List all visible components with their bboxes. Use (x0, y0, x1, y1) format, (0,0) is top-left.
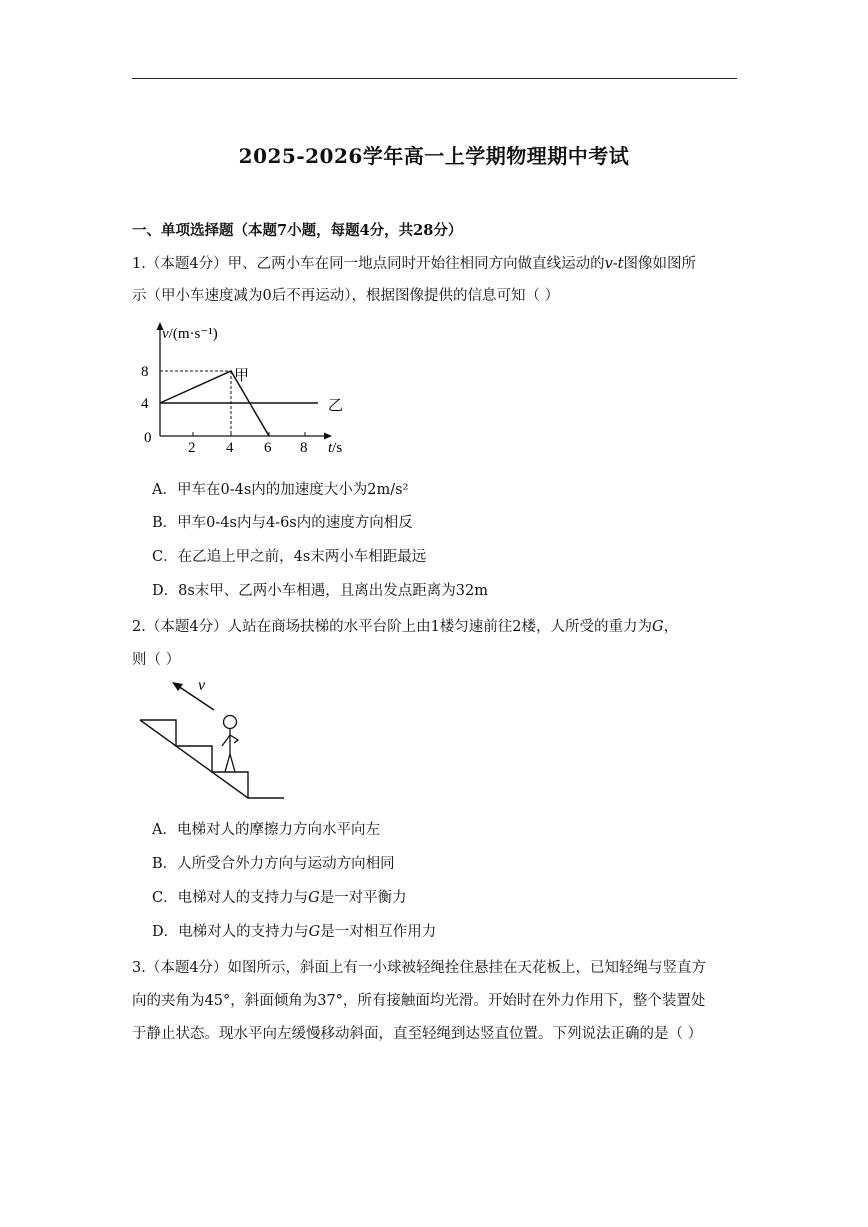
q1-option-c: C．在乙追上甲之前，4s末两小车相距最远 (152, 549, 427, 565)
section-heading: 一、单项选择题（本题7小题，每题4分，共28分） (132, 222, 463, 239)
person-leg-left (225, 754, 230, 772)
escalator-figure (136, 672, 288, 804)
header-rule (132, 78, 737, 79)
q3-line-3: 于静止状态。现水平向左缓慢移动斜面，直至轻绳到达竖直位置。下列说法正确的是（ ） (132, 1026, 703, 1042)
q1-text: 甲、乙两小车在同一地点同时开始往相同方向做直线运动的 (227, 256, 605, 272)
q1-line-1 (132, 252, 696, 273)
person-arm-left (222, 735, 230, 746)
q2-option-a: A．电梯对人的摩擦力方向水平向左 (152, 822, 380, 838)
t-axis-label: t/s (328, 440, 343, 456)
velocity-arrow (178, 686, 214, 710)
xtick-8: 8 (300, 440, 308, 456)
stair-steps (140, 720, 284, 798)
xtick-6: 6 (264, 440, 272, 456)
v-axis-label: v/(m·s⁻¹) (162, 326, 218, 342)
person-leg-right (230, 754, 235, 772)
q2-score-tag: （本题4分） (145, 619, 228, 635)
q2-option-c-G: G (308, 890, 320, 906)
q2-option-c-end: 是一对平衡力 (319, 890, 407, 906)
q2-option-d-end: 是一对相互作用力 (320, 924, 437, 940)
velocity-label: v (198, 677, 206, 694)
q1-option-a: A．甲车在0-4s内的加速度大小为2m/s² (152, 482, 409, 498)
xtick-4: 4 (226, 440, 234, 456)
velocity-arrowhead (172, 682, 183, 691)
q2-option-b: B．人所受合外力方向与运动方向相同 (152, 856, 395, 872)
page-title: 2025-2026学年高一上学期物理期中考试 (238, 144, 630, 168)
t-axis-arrow (324, 433, 332, 440)
origin-label: 0 (144, 430, 152, 446)
person-arm-right (230, 735, 238, 743)
q1-line-2: 示（甲小车速度减为0后不再运动），根据图像提供的信息可知（ ） (132, 288, 560, 304)
q1-option-d: D．8s末甲、乙两小车相遇，且离出发点距离为32m (152, 583, 488, 599)
ytick-8: 8 (141, 364, 149, 380)
q1-vt: v-t (604, 256, 624, 272)
person-head (224, 716, 237, 729)
q1-number: 1. (132, 256, 146, 272)
q1-text-end: 图像如图所 (623, 256, 696, 272)
q1-option-b: B．甲车0-4s内与4-6s内的速度方向相反 (152, 515, 413, 531)
vt-graph (138, 318, 358, 460)
q2-option-c-text: C．电梯对人的支持力与 (152, 890, 309, 906)
q2-option-c (152, 886, 407, 907)
q2-line-2: 则（ ） (132, 652, 181, 668)
q2-option-d (152, 920, 436, 941)
xtick-2: 2 (188, 440, 196, 456)
q2-option-d-G: G (308, 924, 321, 940)
q2-comma: ， (663, 619, 679, 635)
q2-text: 人站在商场扶梯的水平台阶上由1楼匀速前往2楼，人所受的重力为 (227, 619, 653, 635)
q2-number: 2. (132, 619, 146, 635)
q3-line-2: 向的夹角为45°，斜面倾角为37°，所有接触面均光滑。开始时在外力作用下，整个装置处 (132, 993, 706, 1009)
q3-line-1: 3.（本题4分）如图所示，斜面上有一小球被轻绳拴住悬挂在天花板上，已知轻绳与竖直方 (132, 960, 707, 976)
q1-score-tag: （本题4分） (145, 256, 228, 272)
q2-option-d-text: D．电梯对人的支持力与 (152, 924, 309, 940)
ytick-4: 4 (141, 396, 149, 412)
label-jia: 甲 (234, 368, 250, 384)
label-yi: 乙 (328, 398, 344, 414)
q2-G: G (652, 619, 664, 635)
q2-line-1 (132, 615, 678, 636)
